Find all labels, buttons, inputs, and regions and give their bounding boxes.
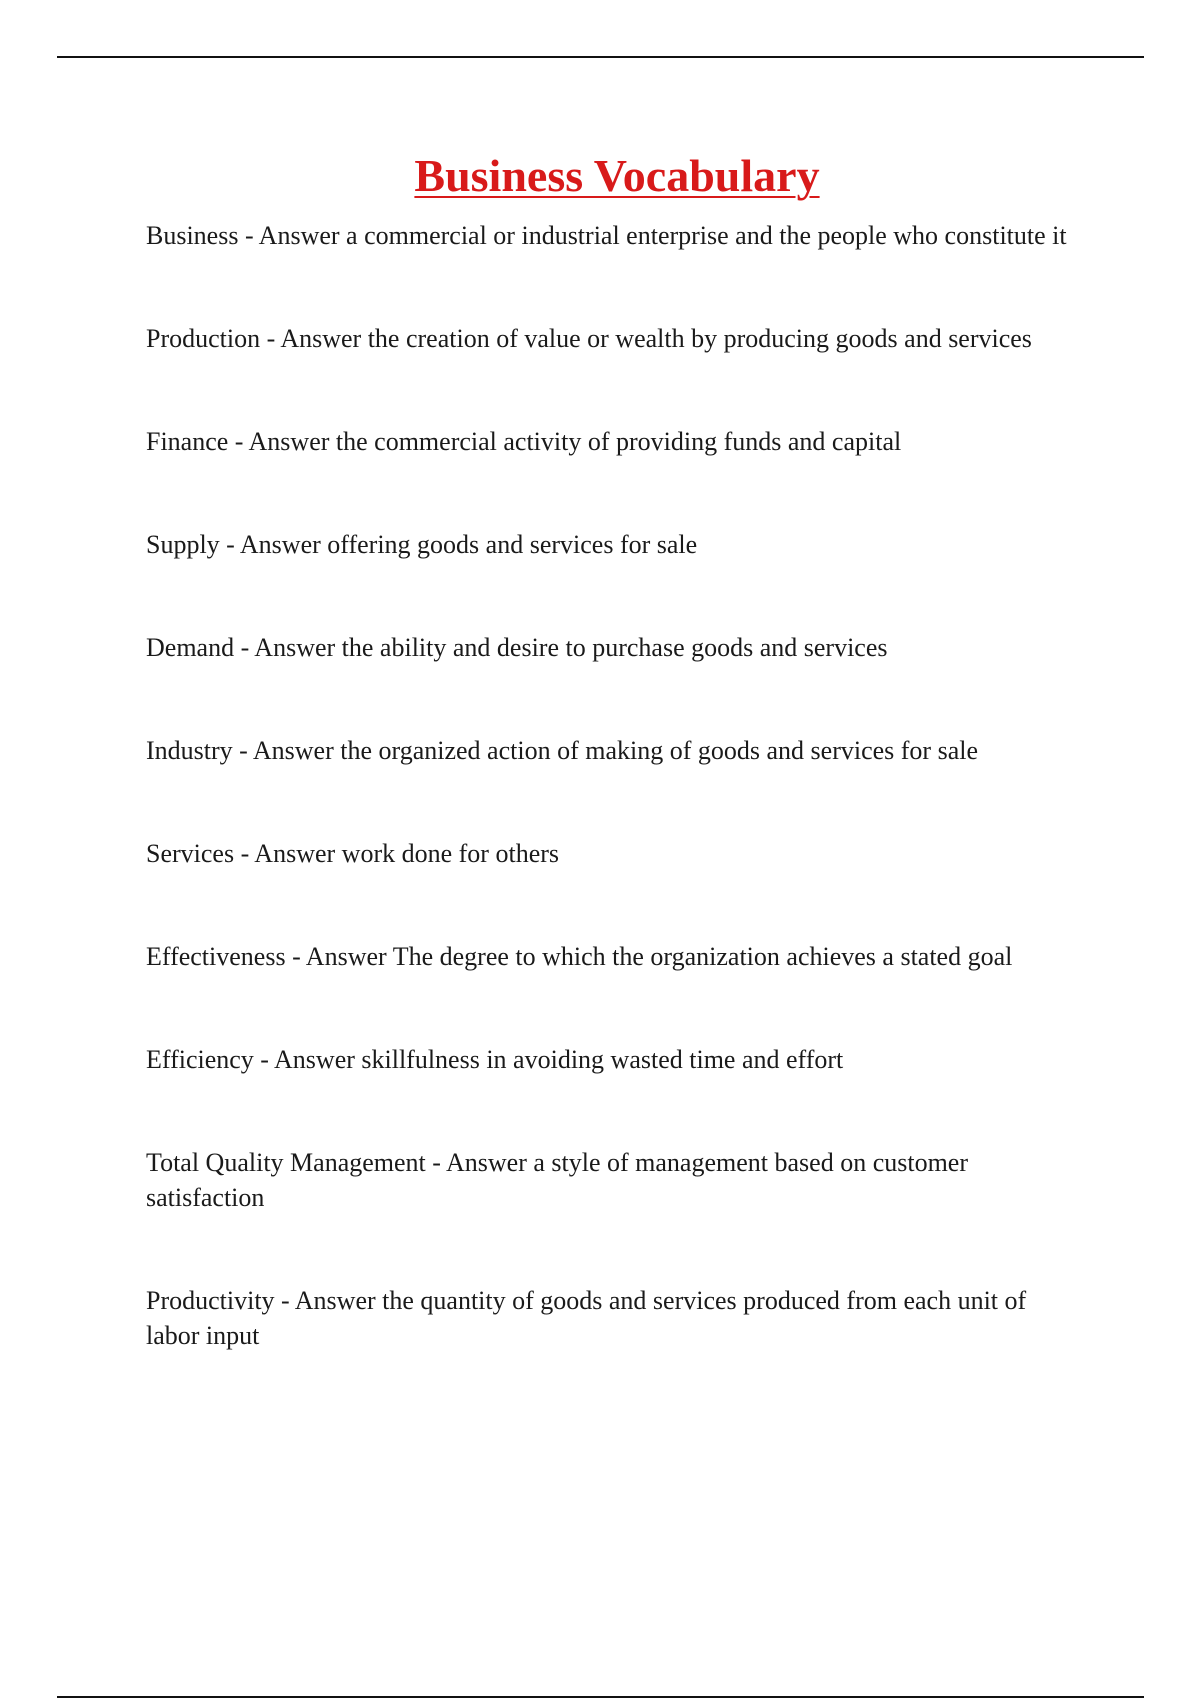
- vocabulary-list: [146, 218, 1081, 1421]
- list-item: Finance - Answer the commercial activity of providing funds and capital: [146, 427, 902, 456]
- list-item: Efficiency - Answer skillfulness in avoiding wasted time and effort: [146, 1045, 844, 1074]
- list-item: Total Quality Management - Answer a style of management based on customer satisfaction: [146, 1148, 968, 1212]
- top-divider: [57, 56, 1144, 58]
- list-item: Business - Answer a commercial or industrial enterprise and the people who constitute it: [146, 221, 1067, 250]
- list-item: Effectiveness - Answer The degree to which the organization achieves a stated goal: [146, 942, 1013, 971]
- list-item: Industry - Answer the organized action of making of goods and services for sale: [146, 736, 979, 765]
- bottom-divider: [57, 1696, 1144, 1698]
- page-title: Business Vocabulary: [414, 150, 820, 201]
- list-item: Demand - Answer the ability and desire to purchase goods and services: [146, 633, 888, 662]
- list-item: Production - Answer the creation of value or wealth by producing goods and services: [146, 324, 1032, 353]
- list-item: Supply - Answer offering goods and services for sale: [146, 530, 698, 559]
- list-item: Productivity - Answer the quantity of goods and services produced from each unit of labor input: [146, 1286, 1027, 1350]
- list-item: Services - Answer work done for others: [146, 839, 560, 868]
